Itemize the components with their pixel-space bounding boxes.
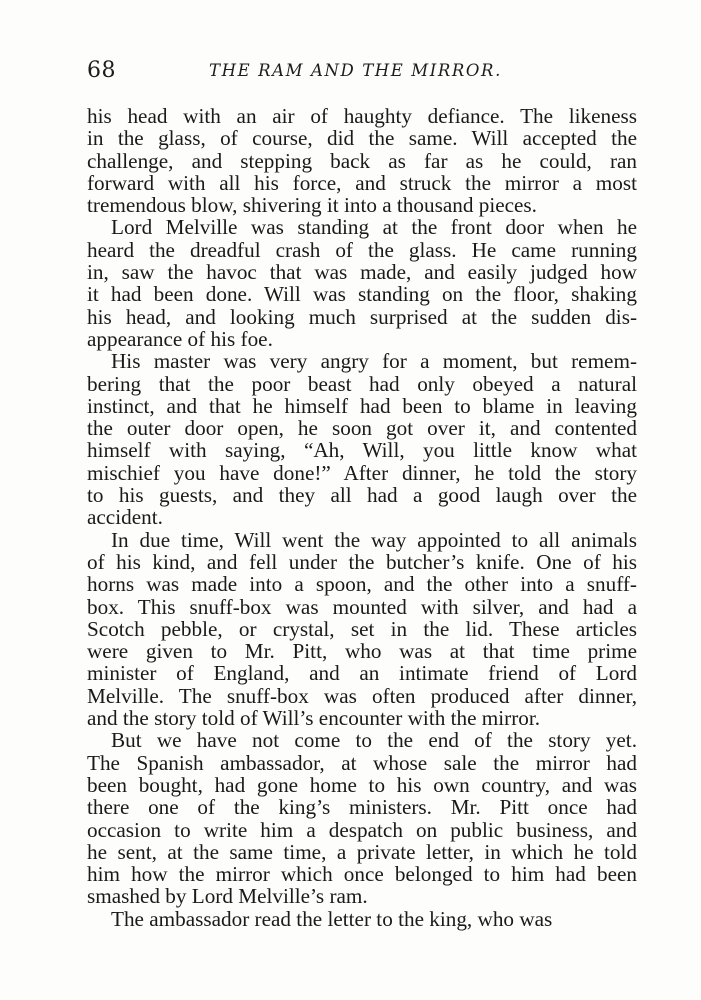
text-line: Melville. The snuff-box was often produced after dinner, [87,683,637,708]
body-text [87,105,637,930]
text-line: His master was very angry for a moment, but remem- [111,349,637,374]
text-line: box. This snuff-box was mounted with silver, and had a [87,594,637,619]
text-line: smashed by Lord Melville’s ram. [87,884,368,909]
text-line: Scotch pebble, or crystal, set in the lid. These articles [87,616,637,641]
text-line: The Spanish ambassador, at whose sale the mirror had [87,750,637,775]
text-line: he sent, at the same time, a private letter, in which he told [87,839,637,864]
text-line: of his kind, and fell under the butcher’s knife. One of his [87,549,637,574]
text-line: there one of the king’s ministers. Mr. Pitt once had [87,795,637,820]
text-line: accident. [87,505,163,530]
text-line: were given to Mr. Pitt, who was at that time prime [87,639,637,664]
text-line: it had been done. Will was standing on the floor, shaking [87,282,637,307]
text-line: the outer door open, he soon got over it, and contented [87,416,637,441]
text-line: himself with saying, “Ah, Will, you little know what [87,438,637,463]
text-line: challenge, and stepping back as far as he could, ran [87,148,637,173]
text-line: The ambassador read the letter to the king, who was [111,906,553,931]
text-line: minister of England, and an intimate friend of Lord [87,661,637,686]
running-header [87,56,637,90]
page-number: 68 [87,58,116,83]
text-line: and the story told of Will’s encounter with the mirror. [87,706,541,731]
text-line: his head with an air of haughty defiance. The likeness [87,104,637,128]
text-line: been bought, had gone home to his own country, and was [87,772,637,797]
text-line: instinct, and that he himself had been to blame in leaving [87,393,637,418]
text-line: occasion to write him a despatch on public business, and [87,817,637,842]
text-line: to his guests, and they all had a good laugh over the [87,483,637,508]
text-line: But we have not come to the end of the story yet. [111,728,637,753]
text-line: him how the mirror which once belonged to him had been [87,862,637,887]
text-line: In due time, Will went the way appointed to all animals [111,527,637,552]
text-line: mischief you have done!” After dinner, he told the story [87,460,637,485]
text-line: in the glass, of course, did the same. Will accepted the [87,126,637,151]
text-line: Lord Melville was standing at the front door when he [111,215,637,240]
text-line: bering that the poor beast had only obeyed a natural [87,371,637,396]
text-line: horns was made into a spoon, and the other into a snuff- [87,572,637,597]
text-line: tremendous blow, shivering it into a thousand pieces. [87,193,537,218]
text-line: appearance of his foe. [87,326,273,351]
text-line: in, saw the havoc that was made, and easily judged how [87,260,637,285]
text-line: heard the dreadful crash of the glass. He came running [87,237,637,262]
running-title: THE RAM AND THE MIRROR. [209,61,502,80]
text-line: forward with all his force, and struck the mirror a most [87,170,637,195]
text-line: his head, and looking much surprised at the sudden dis- [87,304,637,329]
